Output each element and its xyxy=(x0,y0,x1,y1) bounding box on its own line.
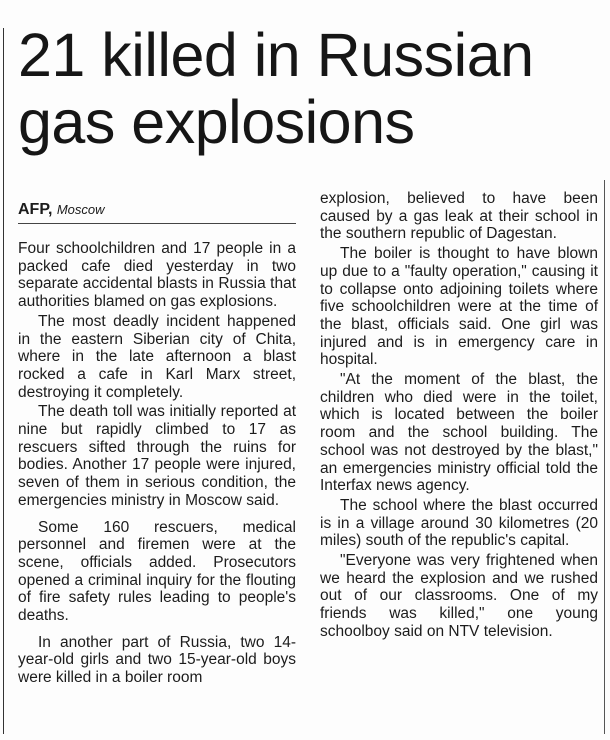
right-column-rule xyxy=(604,180,605,734)
article-column-left xyxy=(18,200,296,687)
paragraph-4: Some 160 rescuers, medical personnel and firemen were at the scene, officials added. Prosecutors opened a criminal inquiry for the flouting of fire safety rules leading to people's deaths. xyxy=(18,518,296,625)
paragraph-5-start: In another part of Russia, two 14-year-old girls and two 15-year-old boys were killed in a boiler room xyxy=(18,633,296,687)
paragraph-5-continued: explosion, believed to have been caused by a gas leak at their school in the southern republic of Dagestan. xyxy=(320,190,598,243)
paragraph-6: The boiler is thought to have blown up due to a "faulty operation," causing it to collapse onto adjoining toilets where five schoolchildren were at the time of the blast, officials said. One girl was injured and is in emergency care in hospital. xyxy=(320,245,598,369)
left-column-rule xyxy=(3,28,4,734)
article-column-right xyxy=(320,190,598,641)
byline-dateline: Moscow xyxy=(56,202,105,217)
byline xyxy=(18,200,296,224)
paragraph-3: The death toll was initially reported at nine but rapidly climbed to 17 as rescuers sifted through the ruins for bodies. Another 17 people were injured, seven of them in serious condition, the emergencies ministry in Moscow said. xyxy=(18,403,296,509)
paragraph-8: The school where the blast occurred is in a village around 30 kilometres (20 miles) south of the republic's capital. xyxy=(320,496,598,550)
paragraph-9: "Everyone was very frightened when we heard the explosion and we rushed out of our classrooms. One of my friends was killed," one young schoolboy said on NTV television. xyxy=(320,552,598,640)
paragraph-7: "At the moment of the blast, the children who died were in the toilet, which is located between the boiler room and the school building. The school was not destroyed by the blast," an emergencies ministry official told the Interfax news agency. xyxy=(320,371,598,495)
paragraph-2: The most deadly incident happened in the eastern Siberian city of Chita, where in the late afternoon a blast rocked a cafe in Karl Marx street, destroying it completely. xyxy=(18,312,296,401)
paragraph-1: Four schoolchildren and 17 people in a packed cafe died yesterday in two separate accidental blasts in Russia that authorities blamed on gas explosions. xyxy=(18,240,296,311)
headline: 21 killed in Russian gas explosions xyxy=(18,21,534,156)
byline-agency: AFP, xyxy=(18,201,53,218)
